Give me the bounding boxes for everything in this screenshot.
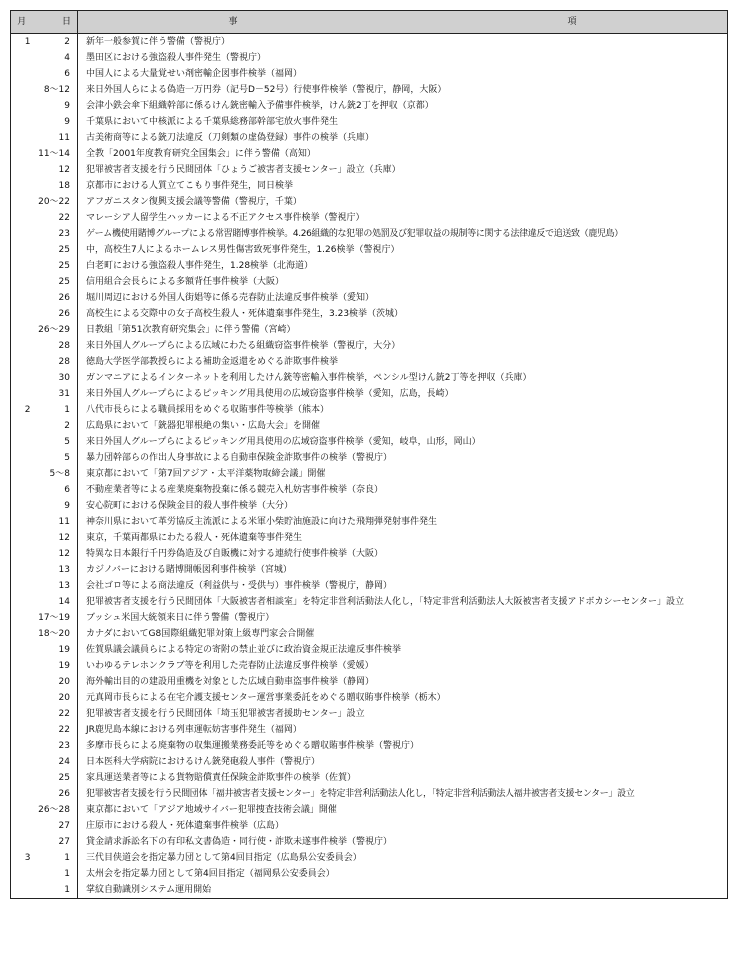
table-header-row <box>11 11 728 34</box>
table-row <box>11 578 728 594</box>
row-day: 9 <box>64 101 70 111</box>
row-month <box>11 210 33 226</box>
row-event: 太州会を指定暴力団として第4回目指定（福岡県公安委員会） <box>78 866 728 882</box>
row-day: 26 <box>58 309 70 319</box>
row-event: カジノバーにおける賭博開帳図利事件検挙（宮城） <box>78 562 728 578</box>
row-event: 多摩市長らによる廃棄物の収集運搬業務委託等をめぐる贈収賄事件検挙（警視庁） <box>78 738 728 754</box>
row-event: 白老町における強盗殺人事件発生，1.28検挙（北海道） <box>78 258 728 274</box>
row-month <box>11 226 33 242</box>
row-month <box>11 610 33 626</box>
table-row <box>11 882 728 899</box>
row-month <box>11 130 33 146</box>
row-event: 東京都において「第7回アジア・太平洋薬物取締会議」開催 <box>78 466 728 482</box>
row-month <box>11 482 33 498</box>
table-row <box>11 178 728 194</box>
table-row <box>11 498 728 514</box>
row-month <box>11 530 33 546</box>
row-day: 11 <box>58 133 70 143</box>
row-month <box>11 370 33 386</box>
row-day: 23 <box>58 741 70 751</box>
table-row <box>11 658 728 674</box>
row-event: 不動産業者等による産業廃棄物投棄に係る競売入札妨害事件検挙（奈良） <box>78 482 728 498</box>
table-row <box>11 866 728 882</box>
row-day: 5 <box>64 437 70 447</box>
row-month <box>11 66 33 82</box>
table-row <box>11 610 728 626</box>
row-day: 6 <box>64 485 70 495</box>
row-event: 墨田区における強盗殺人事件発生（警視庁） <box>78 50 728 66</box>
row-event: 東京，千葉両都県にわたる殺人・死体遺棄等事件発生 <box>78 530 728 546</box>
row-month <box>11 642 33 658</box>
row-event: アフガニスタン復興支援会議等警備（警視庁，千葉） <box>78 194 728 210</box>
row-month <box>11 466 33 482</box>
row-month <box>11 386 33 402</box>
row-month <box>11 706 33 722</box>
header-day: 日 <box>33 11 78 34</box>
row-event: 中，高校生7人によるホームレス男性傷害致死事件発生，1.26検挙（警視庁） <box>78 242 728 258</box>
table-row <box>11 754 728 770</box>
row-event: 犯罪被害者支援を行う民間団体「大阪被害者相談室」を特定非営利活動法人化し，「特定非営利活動法人大阪被害者支援アドボカシーセンター」設立 <box>78 594 728 610</box>
table-row <box>11 242 728 258</box>
table-row <box>11 338 728 354</box>
row-day: 31 <box>58 389 70 399</box>
row-day: 12 <box>58 549 70 559</box>
row-day: 25 <box>58 261 70 271</box>
row-day: 4 <box>64 53 70 63</box>
row-event: マレーシア人留学生ハッカーによる不正アクセス事件検挙（警視庁） <box>78 210 728 226</box>
row-month <box>11 98 33 114</box>
row-event: 神奈川県において革労協反主流派による米軍小柴貯油施設に向けた飛翔弾発射事件発生 <box>78 514 728 530</box>
row-month <box>11 770 33 786</box>
row-event: 全教「2001年度教育研究全国集会」に伴う警備（高知） <box>78 146 728 162</box>
row-event: 庄原市における殺人・死体遺棄事件検挙（広島） <box>78 818 728 834</box>
row-month <box>11 450 33 466</box>
row-month <box>11 162 33 178</box>
table-row <box>11 146 728 162</box>
row-month <box>11 626 33 642</box>
row-day: 30 <box>58 373 70 383</box>
row-month <box>11 82 33 98</box>
table-row <box>11 402 728 418</box>
incident-chronology <box>10 10 727 899</box>
row-event: 犯罪被害者支援を行う民間団体「ひょうご被害者支援センター」設立（兵庫） <box>78 162 728 178</box>
row-month <box>11 322 33 338</box>
table-row <box>11 290 728 306</box>
row-day: 20 <box>58 677 70 687</box>
table-row <box>11 450 728 466</box>
row-day: 6 <box>64 69 70 79</box>
row-day: 19 <box>58 645 70 655</box>
table-row <box>11 546 728 562</box>
row-day: 2 <box>64 421 70 431</box>
row-day: 1 <box>64 853 70 863</box>
row-event: 八代市長らによる職員採用をめぐる収賄事件等検挙（熊本） <box>78 402 728 418</box>
row-day: 28 <box>58 357 70 367</box>
row-month <box>11 242 33 258</box>
row-month <box>11 194 33 210</box>
row-event: 会社ゴロ等による商法違反（利益供与・受供与）事件検挙（警視庁，静岡） <box>78 578 728 594</box>
row-month <box>11 146 33 162</box>
row-day: 25 <box>58 773 70 783</box>
row-day: 11～14 <box>38 149 70 159</box>
table-row <box>11 162 728 178</box>
row-event: 徳島大学医学部教授らによる補助金返還をめぐる詐欺事件検挙 <box>78 354 728 370</box>
row-month <box>11 338 33 354</box>
row-day: 1 <box>64 405 70 415</box>
row-event: 来日外国人グループらによるピッキング用具使用の広域窃盗事件検挙（愛知，岐阜，山形，岡山） <box>78 434 728 450</box>
row-event: 広島県において「銃器犯罪根絶の集い・広島大会」を開催 <box>78 418 728 434</box>
row-month <box>11 658 33 674</box>
row-day: 27 <box>58 837 70 847</box>
row-day: 20 <box>58 693 70 703</box>
row-day: 25 <box>58 277 70 287</box>
table-row <box>11 114 728 130</box>
row-month <box>11 738 33 754</box>
row-event: 新年一般参賀に伴う警備（警視庁） <box>78 34 728 51</box>
row-day: 19 <box>58 661 70 671</box>
row-day: 23 <box>58 229 70 239</box>
table-row <box>11 834 728 850</box>
row-event: 古美術商等による銃刀法違反（刀剣類の虚偽登録）事件の検挙（兵庫） <box>78 130 728 146</box>
row-event: 三代目侠道会を指定暴力団として第4回目指定（広島県公安委員会） <box>78 850 728 866</box>
table-row <box>11 370 728 386</box>
table-row <box>11 50 728 66</box>
row-day: 13 <box>58 581 70 591</box>
row-event: 会津小鉄会傘下組織幹部に係るけん銃密輸入予備事件検挙，けん銃2丁を押収（京都） <box>78 98 728 114</box>
row-month: 2 <box>11 402 33 418</box>
row-month <box>11 546 33 562</box>
header-event-char-1: 事 <box>228 17 238 27</box>
table-row <box>11 642 728 658</box>
table-row <box>11 482 728 498</box>
row-day: 24 <box>58 757 70 767</box>
row-month <box>11 834 33 850</box>
row-event: 犯罪被害者支援を行う民間団体「福井被害者支援センター」を特定非営利活動法人化し，「特定非営利活動法人福井被害者支援センター」設立 <box>78 786 728 802</box>
table-row <box>11 66 728 82</box>
table-row <box>11 514 728 530</box>
row-month <box>11 498 33 514</box>
table-row <box>11 786 728 802</box>
row-event: 信用組合会長らによる多額背任事件検挙（大阪） <box>78 274 728 290</box>
row-day: 14 <box>58 597 70 607</box>
row-event: 日本医科大学病院におけるけん銃発砲殺人事件（警視庁） <box>78 754 728 770</box>
table-row <box>11 818 728 834</box>
row-month <box>11 274 33 290</box>
table-row <box>11 674 728 690</box>
row-event: 暴力団幹部らの作出人身事故による自動車保険金詐欺事件の検挙（警視庁） <box>78 450 728 466</box>
table-row <box>11 322 728 338</box>
row-event: 家具運送業者等による貨物賠償責任保険金詐欺事件の検挙（佐賀） <box>78 770 728 786</box>
row-day: 27 <box>58 821 70 831</box>
table-row <box>11 690 728 706</box>
row-day: 28 <box>58 341 70 351</box>
row-day: 18～20 <box>38 629 70 639</box>
row-event: 来日外国人グループらによるピッキング用具使用の広域窃盗事件検挙（愛知，広島，長崎） <box>78 386 728 402</box>
row-month: 1 <box>11 34 33 51</box>
table-row <box>11 802 728 818</box>
row-day: 26 <box>58 789 70 799</box>
row-event: ガンマニアによるインターネットを利用したけん銃等密輸入事件検挙，ペンシル型けん銃2丁等を押収（兵庫） <box>78 370 728 386</box>
row-day: 9 <box>64 117 70 127</box>
row-month <box>11 354 33 370</box>
table-row <box>11 386 728 402</box>
header-event <box>78 11 728 34</box>
table-row <box>11 82 728 98</box>
table-row <box>11 226 728 242</box>
row-event: 中国人による大量覚せい剤密輸企図事件検挙（福岡） <box>78 66 728 82</box>
row-day: 1 <box>64 869 70 879</box>
row-month <box>11 50 33 66</box>
row-day: 22 <box>58 213 70 223</box>
table-row <box>11 770 728 786</box>
row-day: 18 <box>58 181 70 191</box>
row-event: いわゆるテレホンクラブ等を利用した売春防止法違反事件検挙（愛媛） <box>78 658 728 674</box>
chronology-table <box>10 10 728 899</box>
header-event-char-2: 項 <box>567 17 577 27</box>
table-row <box>11 258 728 274</box>
row-month <box>11 178 33 194</box>
row-event: 掌紋自動識別システム運用開始 <box>78 882 728 899</box>
row-day: 26～29 <box>38 325 70 335</box>
row-month <box>11 818 33 834</box>
row-event: 安心院町における保険金目的殺人事件検挙（大分） <box>78 498 728 514</box>
table-row <box>11 210 728 226</box>
table-row <box>11 98 728 114</box>
row-month <box>11 306 33 322</box>
row-day: 2 <box>64 37 70 47</box>
row-day: 17～19 <box>38 613 70 623</box>
row-month <box>11 578 33 594</box>
row-event: 来日外国人らによる偽造一万円券（記号D－52号）行使事件検挙（警視庁，静岡，大阪） <box>78 82 728 98</box>
row-event: 犯罪被害者支援を行う民間団体「埼玉犯罪被害者援助センター」設立 <box>78 706 728 722</box>
header-month: 月 <box>11 11 33 34</box>
table-row <box>11 738 728 754</box>
row-month: 3 <box>11 850 33 866</box>
row-day: 11 <box>58 517 70 527</box>
row-month <box>11 674 33 690</box>
row-month <box>11 802 33 818</box>
row-day: 9 <box>64 501 70 511</box>
row-month <box>11 418 33 434</box>
row-event: 佐賀県議会議員らによる特定の寄附の禁止並びに政治資金規正法違反事件検挙 <box>78 642 728 658</box>
row-month <box>11 882 33 899</box>
row-month <box>11 562 33 578</box>
table-row <box>11 706 728 722</box>
table-row <box>11 850 728 866</box>
table-row <box>11 722 728 738</box>
row-event: 貸金請求訴訟名下の有印私文書偽造・同行使・詐欺未遂事件検挙（警視庁） <box>78 834 728 850</box>
row-event: 高校生による交際中の女子高校生殺人・死体遺棄事件発生，3.23検挙（茨城） <box>78 306 728 322</box>
row-month <box>11 866 33 882</box>
row-month <box>11 434 33 450</box>
table-row <box>11 130 728 146</box>
row-day: 12 <box>58 165 70 175</box>
table-row <box>11 562 728 578</box>
row-event: 特異な日本銀行千円券偽造及び自販機に対する連続行使事件検挙（大阪） <box>78 546 728 562</box>
table-row <box>11 594 728 610</box>
row-month <box>11 754 33 770</box>
row-day: 8～12 <box>43 85 70 95</box>
row-event: 堀川周辺における外国人街娼等に係る売春防止法違反事件検挙（愛知） <box>78 290 728 306</box>
table-row <box>11 626 728 642</box>
row-event: 海外輸出目的の建設用重機を対象とした広域自動車盗事件検挙（静岡） <box>78 674 728 690</box>
row-day: 12 <box>58 533 70 543</box>
row-event: 千葉県において中核派による千葉県総務部幹部宅放火事件発生 <box>78 114 728 130</box>
row-month <box>11 786 33 802</box>
row-day: 5 <box>64 453 70 463</box>
row-event: 来日外国人グループらによる広域にわたる組織窃盗事件検挙（警視庁，大分） <box>78 338 728 354</box>
row-month <box>11 114 33 130</box>
row-day: 25 <box>58 245 70 255</box>
row-event: JR鹿児島本線における列車運転妨害事件発生（福岡） <box>78 722 728 738</box>
table-row <box>11 194 728 210</box>
row-event: 日教組「第51次教育研究集会」に伴う警備（宮崎） <box>78 322 728 338</box>
table-row <box>11 434 728 450</box>
row-day: 20～22 <box>38 197 70 207</box>
row-month <box>11 722 33 738</box>
row-event: 東京都において「アジア地域サイバー犯罪捜査技術会議」開催 <box>78 802 728 818</box>
row-event: カナダにおいてG8国際組織犯罪対策上級専門家会合開催 <box>78 626 728 642</box>
row-day: 26～28 <box>38 805 70 815</box>
table-row <box>11 306 728 322</box>
row-day: 22 <box>58 725 70 735</box>
row-event: ブッシュ米国大統領来日に伴う警備（警視庁） <box>78 610 728 626</box>
table-row <box>11 274 728 290</box>
row-month <box>11 594 33 610</box>
row-day: 5～8 <box>49 469 70 479</box>
row-day: 22 <box>58 709 70 719</box>
row-event: ゲーム機使用賭博グループによる常習賭博事件検挙。4.26組織的な犯罪の処罰及び犯罪収益の規制等に関する法律違反で追送致（鹿児島） <box>78 226 728 242</box>
row-day: 13 <box>58 565 70 575</box>
row-day: 26 <box>58 293 70 303</box>
row-event: 京都市における人質立てこもり事件発生，同日検挙 <box>78 178 728 194</box>
table-body <box>11 34 728 899</box>
row-day: 1 <box>33 882 78 899</box>
row-month <box>11 258 33 274</box>
table-row <box>11 466 728 482</box>
row-month <box>11 690 33 706</box>
table-row <box>11 354 728 370</box>
table-row <box>11 418 728 434</box>
row-month <box>11 514 33 530</box>
row-month <box>11 290 33 306</box>
table-row <box>11 34 728 51</box>
row-event: 元真岡市長らによる在宅介護支援センター運営事業委託をめぐる贈収賄事件検挙（栃木） <box>78 690 728 706</box>
table-row <box>11 530 728 546</box>
